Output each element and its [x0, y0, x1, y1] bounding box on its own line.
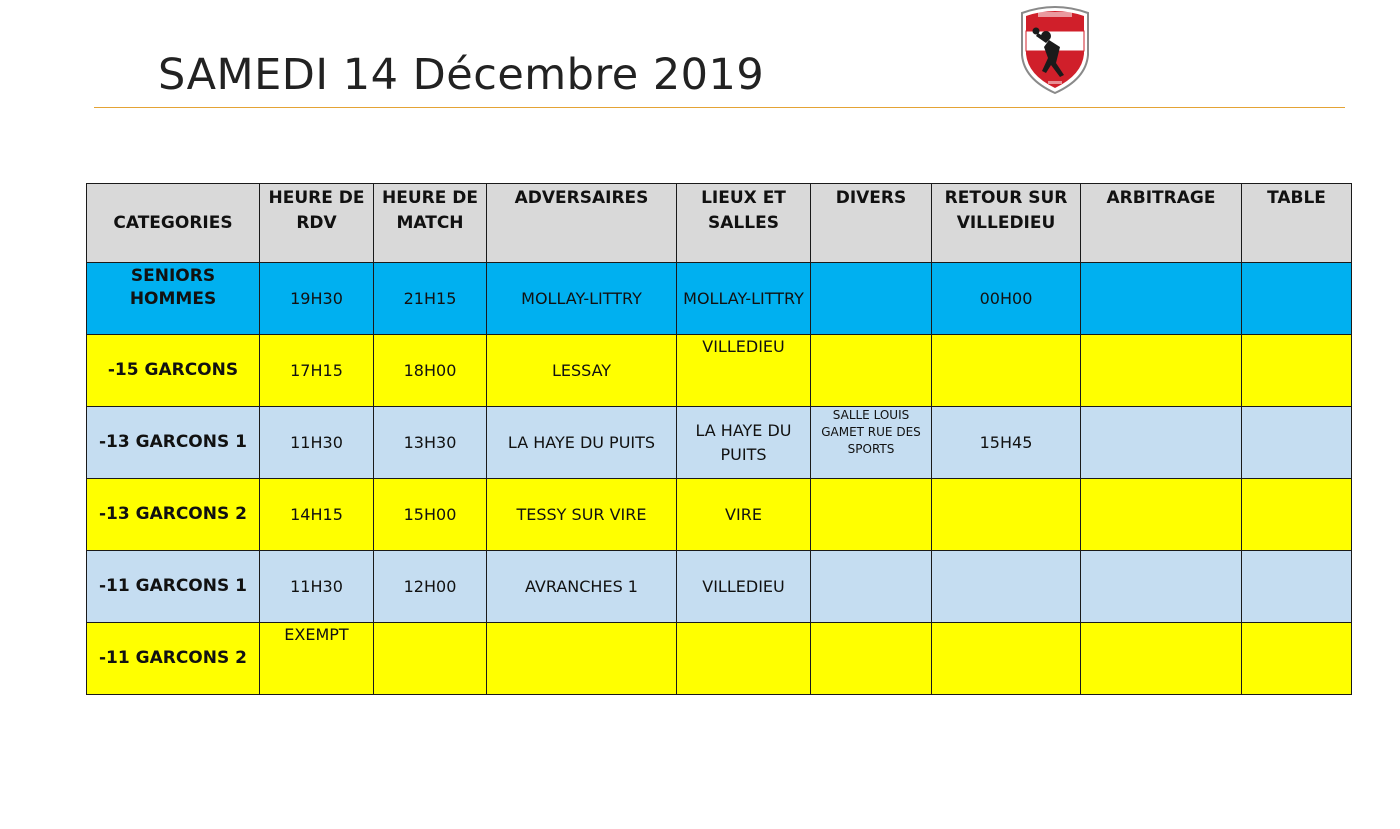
cell-arbitrage: [1081, 407, 1242, 479]
cell-heure-rdv: 17H15: [260, 335, 374, 407]
cell-arbitrage: [1081, 623, 1242, 695]
cell-heure-rdv: 11H30: [260, 551, 374, 623]
cell-divers: [811, 623, 932, 695]
cell-lieux: VILLEDIEU: [677, 335, 811, 407]
cell-heure-match: 12H00: [374, 551, 487, 623]
header-arbitrage: ARBITRAGE: [1081, 184, 1242, 263]
cell-divers: [811, 551, 932, 623]
cell-adversaires: [487, 623, 677, 695]
cell-heure-rdv: 11H30: [260, 407, 374, 479]
club-logo-icon: [1016, 3, 1094, 95]
header-adversaires: ADVERSAIRES: [487, 184, 677, 263]
cell-retour: [932, 551, 1081, 623]
cell-heure-match: 21H15: [374, 263, 487, 335]
cell-lieux: VILLEDIEU: [677, 551, 811, 623]
cell-heure-match: 13H30: [374, 407, 487, 479]
cell-heure-match: 18H00: [374, 335, 487, 407]
cell-lieux: LA HAYE DU PUITS: [677, 407, 811, 479]
cell-divers: SALLE LOUIS GAMET RUE DES SPORTS: [811, 407, 932, 479]
cell-lieux: [677, 623, 811, 695]
cell-adversaires: MOLLAY-LITTRY: [487, 263, 677, 335]
table-row: [87, 479, 1352, 551]
cell-arbitrage: [1081, 263, 1242, 335]
header-heure-rdv: HEURE DE RDV: [260, 184, 374, 263]
cell-lieux: VIRE: [677, 479, 811, 551]
header-heure-match: HEURE DE MATCH: [374, 184, 487, 263]
table-row: [87, 407, 1352, 479]
cell-lieux: MOLLAY-LITTRY: [677, 263, 811, 335]
cell-heure-match: [374, 623, 487, 695]
cell-adversaires: LESSAY: [487, 335, 677, 407]
cell-categorie: -11 GARCONS 1: [87, 551, 260, 623]
page-title: SAMEDI 14 Décembre 2019: [158, 50, 765, 100]
schedule-table: [86, 183, 1352, 695]
cell-retour: [932, 479, 1081, 551]
cell-categorie: -13 GARCONS 2: [87, 479, 260, 551]
cell-table: [1242, 407, 1352, 479]
cell-categorie: -15 GARCONS: [87, 335, 260, 407]
header-divers: DIVERS: [811, 184, 932, 263]
cell-categorie: SENIORS HOMMES: [87, 263, 260, 335]
table-row: [87, 263, 1352, 335]
header-categories: CATEGORIES: [87, 184, 260, 263]
cell-divers: [811, 263, 932, 335]
cell-heure-rdv: 14H15: [260, 479, 374, 551]
table-row: [87, 551, 1352, 623]
cell-arbitrage: [1081, 335, 1242, 407]
cell-table: [1242, 623, 1352, 695]
cell-divers: [811, 479, 932, 551]
cell-retour: [932, 335, 1081, 407]
cell-retour: 15H45: [932, 407, 1081, 479]
cell-heure-match: 15H00: [374, 479, 487, 551]
cell-heure-rdv: EXEMPT: [260, 623, 374, 695]
header-table: TABLE: [1242, 184, 1352, 263]
header-retour: RETOUR SUR VILLEDIEU: [932, 184, 1081, 263]
cell-retour: 00H00: [932, 263, 1081, 335]
cell-categorie: -11 GARCONS 2: [87, 623, 260, 695]
cell-arbitrage: [1081, 479, 1242, 551]
cell-adversaires: AVRANCHES 1: [487, 551, 677, 623]
table-row: [87, 335, 1352, 407]
cell-retour: [932, 623, 1081, 695]
cell-adversaires: TESSY SUR VIRE: [487, 479, 677, 551]
cell-table: [1242, 335, 1352, 407]
table-header-row: [87, 184, 1352, 263]
cell-heure-rdv: 19H30: [260, 263, 374, 335]
title-underline: [94, 107, 1345, 108]
header-lieux-salles: LIEUX ET SALLES: [677, 184, 811, 263]
cell-table: [1242, 551, 1352, 623]
cell-arbitrage: [1081, 551, 1242, 623]
table-row: [87, 623, 1352, 695]
cell-adversaires: LA HAYE DU PUITS: [487, 407, 677, 479]
cell-divers: [811, 335, 932, 407]
cell-table: [1242, 263, 1352, 335]
cell-categorie: -13 GARCONS 1: [87, 407, 260, 479]
cell-table: [1242, 479, 1352, 551]
